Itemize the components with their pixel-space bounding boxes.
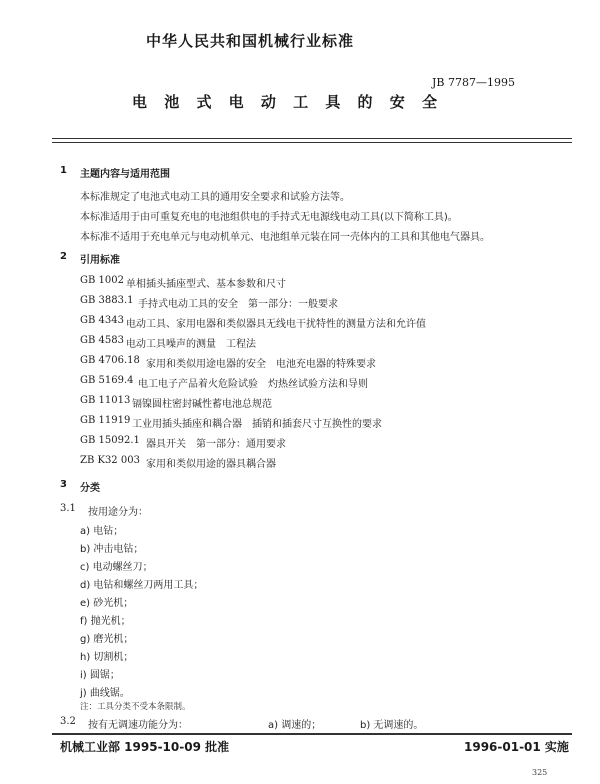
- header-rule-bottom: [52, 142, 572, 143]
- section-1-paragraph: 本标准规定了电池式电动工具的通用安全要求和试验方法等。: [80, 192, 350, 203]
- reference-code: GB 5169.4: [80, 375, 134, 386]
- reference-name: 单相插头插座型式、基本参数和尺寸: [126, 279, 286, 290]
- reference-name: 工业用插头插座和耦合器 插销和插套尺寸互换性的要求: [132, 419, 382, 430]
- clause-3-2-text: 按有无调速功能分为：: [88, 720, 188, 731]
- standard-code: JB 7787—1995: [432, 76, 515, 89]
- reference-code: GB 3883.1: [80, 295, 134, 306]
- reference-name: 器具开关 第一部分：通用要求: [146, 439, 286, 450]
- approval-line: 机械工业部 1995-10-09 批准: [60, 740, 230, 754]
- clause-3-1-number: 3.1: [60, 503, 76, 514]
- section-3-number: 3: [60, 479, 67, 490]
- reference-name: 家用和类似用途电器的安全 电池充电器的特殊要求: [146, 359, 376, 370]
- list-item: a) 调速的；: [268, 720, 322, 731]
- reference-name: 电动工具噪声的测量 工程法: [126, 339, 256, 350]
- section-2-number: 2: [60, 251, 67, 262]
- reference-code: GB 1002: [80, 275, 124, 286]
- reference-code: GB 11013: [80, 395, 131, 406]
- section-1-paragraph: 本标准适用于由可重复充电的电池组供电的手持式无电源线电动工具(以下简称工具)。: [80, 212, 458, 223]
- standard-type-heading: 中华人民共和国机械行业标准: [146, 32, 355, 50]
- reference-code: GB 11919: [80, 415, 131, 426]
- list-item: h) 切割机；: [80, 652, 134, 663]
- reference-name: 手持式电动工具的安全 第一部分：一般要求: [138, 299, 338, 310]
- list-item: d) 电钻和螺丝刀两用工具；: [80, 580, 204, 591]
- list-item: b) 无调速的。: [360, 720, 424, 731]
- reference-name: 家用和类似用途的器具耦合器: [146, 459, 276, 470]
- effective-date: 1996-01-01 实施: [464, 740, 569, 754]
- document-title: 电 池 式 电 动 工 具 的 安 全: [132, 93, 444, 111]
- reference-code: GB 4706.18: [80, 355, 140, 366]
- list-item: b) 冲击电钻；: [80, 544, 144, 555]
- reference-code: GB 4583: [80, 335, 124, 346]
- footer-rule: [52, 733, 572, 735]
- header-rule-top: [52, 138, 572, 139]
- reference-code: GB 4343: [80, 315, 124, 326]
- list-item: f) 抛光机；: [80, 616, 131, 627]
- section-1-number: 1: [60, 165, 67, 176]
- list-item: c) 电动螺丝刀；: [80, 562, 153, 573]
- section-3-heading: 分类: [80, 483, 100, 494]
- list-item: a) 电钻；: [80, 526, 124, 537]
- page-number: 325: [532, 768, 548, 777]
- list-item: j) 曲线锯。: [80, 688, 130, 699]
- reference-code: GB 15092.1: [80, 435, 140, 446]
- reference-name: 电工电子产品着火危险试验 灼热丝试验方法和导则: [138, 379, 368, 390]
- list-item: g) 磨光机；: [80, 634, 134, 645]
- list-item: e) 砂光机；: [80, 598, 134, 609]
- section-1-paragraph: 本标准不适用于充电单元与电动机单元、电池组单元装在同一壳体内的工具和其他电气器具。: [80, 232, 490, 243]
- list-item: i) 圆锯；: [80, 670, 120, 681]
- section-1-heading: 主题内容与适用范围: [80, 169, 170, 180]
- section-2-heading: 引用标准: [80, 255, 120, 266]
- reference-name: 电动工具、家用电器和类似器具无线电干扰特性的测量方法和允许值: [126, 319, 426, 330]
- reference-code: ZB K32 003: [80, 455, 140, 466]
- reference-name: 镉镍圆柱密封碱性蓄电池总规范: [132, 399, 272, 410]
- clause-3-1-text: 按用途分为：: [88, 507, 148, 518]
- clause-3-2-number: 3.2: [60, 716, 76, 727]
- clause-note: 注：工具分类不受本条限制。: [80, 702, 191, 712]
